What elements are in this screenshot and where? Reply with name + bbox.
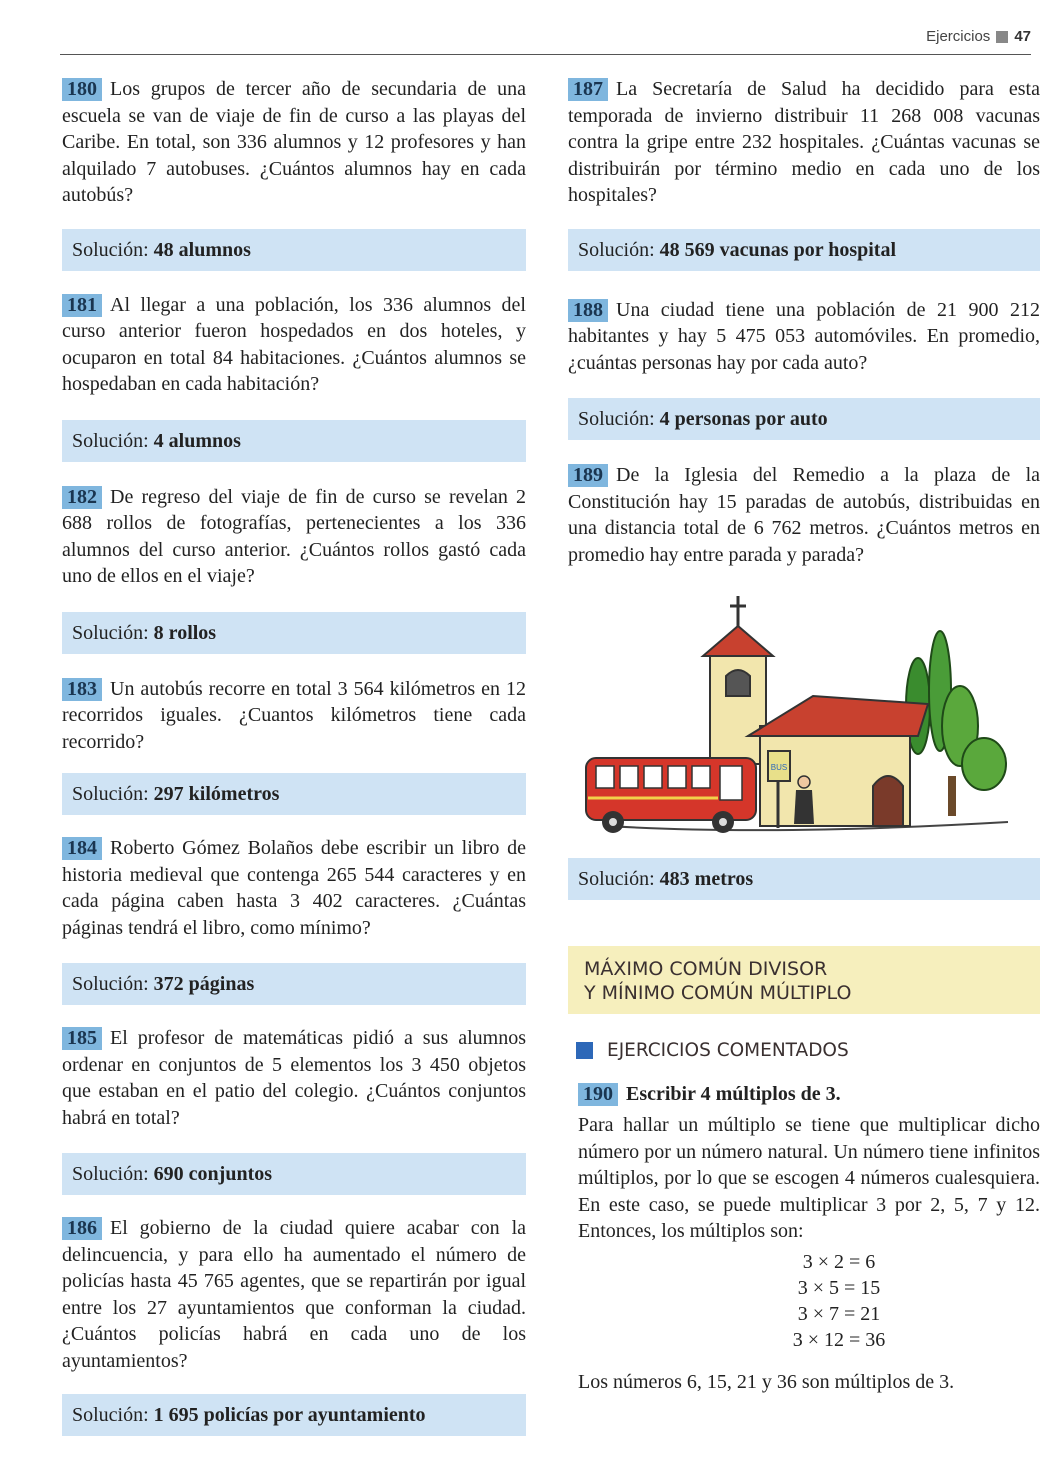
exercise-185 (62, 1025, 526, 1131)
exercise-number: 181 (62, 294, 102, 317)
solution-label: Solución: (72, 1163, 149, 1185)
exercise-188 (568, 297, 1040, 377)
solution-value: 483 metros (659, 868, 754, 890)
solution-187 (568, 229, 1040, 271)
exercise-text: Al llegar a una población, los 336 alumnos del curso anterior fueron hospedados en dos hoteles, y ocuparon en total 84 habitaciones. ¿Cuántos alumnos se hospedaban en cada habitación? (62, 293, 526, 395)
solution-label: Solución: (72, 783, 149, 805)
subsection-title: EJERCICIOS COMENTADOS (607, 1040, 849, 1061)
solution-186 (62, 1394, 526, 1436)
solution-185 (62, 1153, 526, 1195)
solution-label: Solución: (578, 238, 655, 261)
exercise-text: Una ciudad tiene una población de 21 900 212 habitantes y hay 5 475 053 automóviles. En promedio, ¿cuántas personas hay por cada auto? (568, 298, 1040, 374)
exercise-number: 190 (578, 1083, 618, 1106)
exercise-text: El gobierno de la ciudad quiere acabar con la delincuencia, y para ello ha aumentado el número de policías hasta 45 765 agentes, que se repartirán por igual entre los 27 ayuntamientos que conforman la ciudad. ¿Cuántos policías habrá en cada uno de los ayuntamientos? (62, 1217, 526, 1372)
solution-184 (62, 963, 526, 1005)
solution-value: 4 alumnos (153, 429, 241, 452)
exercise-text: De regreso del viaje de fin de curso se revelan 2 688 rollos de fotografías, pertenecientes a los 336 alumnos del curso anterior. ¿Cuántos rollos gastó cada uno de ellos en el viaje? (62, 485, 526, 587)
math-line: 3 × 5 = 15 (797, 1276, 881, 1299)
bus-stop-text: BUS (770, 763, 788, 772)
solution-value: 8 rollos (153, 621, 217, 644)
exercise-number: 183 (62, 678, 102, 701)
solution-label: Solución: (72, 973, 149, 995)
solution-182 (62, 612, 526, 654)
subsection-heading (576, 1040, 1040, 1061)
exercise-text: La Secretaría de Salud ha decidido para esta temporada de invierno distribuir 11 268 008 vacunas contra la gripe entre 232 hospitales. ¿Cuántas vacunas se distribuirán por término medio en cada uno de los hospitales? (568, 78, 1040, 206)
math-line: 3 × 7 = 21 (797, 1302, 881, 1325)
solution-188 (568, 398, 1040, 440)
section-name: Ejercicios (926, 28, 991, 45)
person-body (794, 790, 814, 824)
tower-roof (703, 626, 773, 656)
exercise-number: 187 (568, 78, 608, 101)
tree-shape (962, 738, 1006, 790)
exercise-182 (62, 484, 526, 590)
exercise-number: 185 (62, 1027, 102, 1050)
math-line: 3 × 2 = 6 (802, 1250, 876, 1273)
church-door (873, 776, 903, 826)
right-column (568, 76, 1040, 1395)
bus-wheel-hub (719, 818, 727, 826)
solution-label: Solución: (72, 238, 149, 261)
section-title-box (568, 946, 1040, 1014)
exercise-text: De la Iglesia del Remedio a la plaza de la Constitución hay 15 paradas de autobús, distribuidas en una distancia total de 6 762 metros. ¿Cuántos metros en promedio hay entre parada y parada? (568, 464, 1040, 566)
solution-value: 4 personas por auto (659, 408, 828, 430)
solution-183 (62, 773, 526, 815)
exercise-180 (62, 76, 526, 209)
solution-label: Solución: (72, 1404, 149, 1426)
exercise-187 (568, 76, 1040, 209)
section-title-line1: MÁXIMO COMÚN DIVISOR (584, 958, 828, 980)
solution-value: 1 695 policías por ayuntamiento (153, 1404, 426, 1426)
solution-value: 48 569 vacunas por hospital (659, 238, 897, 261)
exercise-number: 186 (62, 1217, 102, 1240)
solution-value: 48 alumnos (153, 238, 251, 261)
exercise-184 (62, 835, 526, 941)
multiples-list (638, 1249, 1040, 1353)
solution-label: Solución: (72, 621, 149, 644)
person-head (798, 776, 810, 788)
solution-180 (62, 229, 526, 271)
math-line: 3 × 12 = 36 (792, 1328, 886, 1351)
solution-value: 372 páginas (153, 973, 255, 995)
church-bus-image (568, 586, 1040, 848)
solution-181 (62, 420, 526, 462)
exercise-186 (62, 1215, 526, 1374)
solution-value: 690 conjuntos (153, 1163, 273, 1185)
exercise-189 (568, 462, 1040, 568)
header-info (926, 28, 1031, 45)
exercise-number: 182 (62, 486, 102, 509)
exercise-text: Los grupos de tercer año de secundaria de una escuela se van de viaje de fin de curso a las playas del Caribe. En total, son 336 alumnos y 12 profesores y han alquilado 7 autobuses. ¿Cuántos alumnos hay en cada autobús? (62, 78, 526, 206)
left-column (62, 76, 526, 1436)
exercise-190-body: Para hallar un múltiplo se tiene que multiplicar dicho número por un número natural. Un número tiene infinitos múltiplos, por lo que se escogen 4 números cualesquiera. En este caso, se puede multiplicar 3 por 2, 5, 7 y 12. Entonces, los múltiplos son: (578, 1114, 1040, 1242)
solution-label: Solución: (578, 408, 655, 430)
exercise-text: Un autobús recorre en total 3 564 kilómetros en 12 recorridos iguales. ¿Cuantos kilómetros tiene cada recorrido? (62, 677, 526, 753)
bus-wheel-hub (609, 818, 617, 826)
exercise-190-conclusion: Los números 6, 15, 21 y 36 son múltiplos de 3. (578, 1370, 955, 1393)
church-roof (748, 696, 928, 736)
exercise-number: 188 (568, 299, 608, 322)
tree-trunk (948, 776, 956, 816)
exercise-181 (62, 292, 526, 398)
page-header (60, 20, 1031, 55)
exercise-190-heading (578, 1083, 1040, 1106)
exercise-title: Escribir 4 múltiplos de 3. (626, 1083, 841, 1105)
solution-189 (568, 858, 1040, 900)
solution-value: 297 kilómetros (153, 783, 280, 805)
solution-label: Solución: (578, 868, 655, 890)
solution-label: Solución: (72, 429, 149, 452)
square-icon (576, 1042, 593, 1059)
exercise-text: Roberto Gómez Bolaños debe escribir un libro de historia medieval que contenga 265 544 caracteres y en cada página caben hasta 3 402 caracteres. ¿Cuántas páginas tendrá el libro, como mínimo? (62, 837, 526, 939)
square-icon (996, 31, 1008, 43)
section-title-line2: Y MÍNIMO COMÚN MÚLTIPLO (584, 982, 852, 1004)
exercise-183 (62, 676, 526, 756)
exercise-text: El profesor de matemáticas pidió a sus alumnos ordenar en conjuntos de 5 elementos los 3 450 objetos que estaban en el patio del colegio. ¿Cuántos conjuntos habrá en total? (62, 1027, 526, 1129)
church-bus-illustration (568, 586, 1040, 848)
page-number: 47 (1014, 28, 1031, 45)
exercise-number: 184 (62, 837, 102, 860)
bell-window (726, 670, 750, 696)
exercise-number: 180 (62, 78, 102, 101)
exercise-number: 189 (568, 464, 608, 487)
exercise-190 (578, 1083, 1040, 1395)
